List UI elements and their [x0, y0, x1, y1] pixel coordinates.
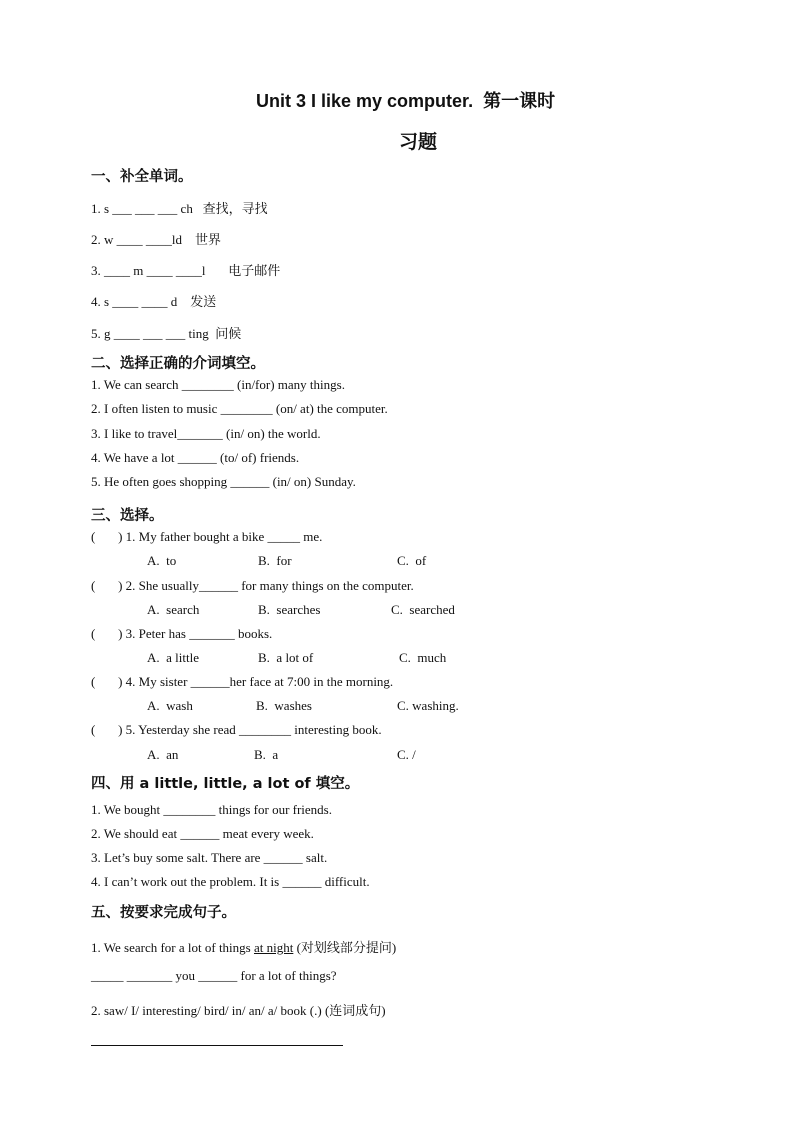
question-5-option-b: B. a — [254, 747, 279, 762]
section-2-item-4: 4. We have a lot ______ (to/ of) friends. — [91, 450, 300, 465]
question-4-option-a: A. wash — [147, 698, 193, 713]
question-1-option-a: A. to — [147, 553, 177, 568]
section-1-item-2: 2. w ____ ____ld 世界 — [91, 232, 222, 247]
question-3-option-a: A. a little — [147, 650, 199, 665]
question-3-option-c: C. much — [399, 650, 447, 665]
section-5-heading: 五、按要求完成句子。 — [91, 905, 236, 921]
question-2-option-a: A. search — [147, 602, 200, 617]
question-4-option-b: B. washes — [256, 698, 312, 713]
section-5-question-1-answer: _____ _______ you ______ for a lot of things? — [91, 968, 337, 983]
section-4-item-3: 3. Let’s buy some salt. There are ______ salt. — [91, 850, 328, 865]
section-5-question-2: 2. saw/ I/ interesting/ bird/ in/ an/ a/ book (.) (连词成句) — [91, 1003, 386, 1018]
section-4-heading: 四、用 a little, little, a lot of 填空。 — [91, 776, 360, 792]
section-2-item-5: 5. He often goes shopping ______ (in/ on) Sunday. — [91, 474, 356, 489]
question-5-stem: ( ) 5. Yesterday she read ________ interesting book. — [91, 722, 382, 737]
section-1-item-5: 5. g ____ ___ ___ ting 问候 — [91, 326, 242, 341]
question-3-option-b: B. a lot of — [258, 650, 314, 665]
question-4-option-c: C. washing. — [397, 698, 459, 713]
section-2-item-2: 2. I often listen to music ________ (on/ at) the computer. — [91, 401, 388, 416]
page-subtitle: 习题 — [399, 132, 438, 153]
section-1-item-1: 1. s ___ ___ ___ ch 查找，寻找 — [91, 201, 268, 216]
section-2-item-1: 1. We can search ________ (in/for) many things. — [91, 377, 345, 392]
question-1-prefix: 1. We search for a lot of things — [91, 940, 254, 955]
section-2-heading: 二、选择正确的介词填空。 — [91, 356, 265, 372]
question-2-option-c: C. searched — [391, 602, 455, 617]
question-3-stem: ( ) 3. Peter has _______ books. — [91, 626, 273, 641]
question-5-option-a: A. an — [147, 747, 179, 762]
question-1-underlined-phrase: at night — [253, 940, 294, 955]
question-5-option-c: C. / — [397, 747, 416, 762]
section-5-question-1 — [91, 937, 396, 956]
section-4-item-1: 1. We bought ________ things for our friends. — [91, 802, 332, 817]
section-3-heading: 三、选择。 — [91, 508, 164, 524]
question-4-stem: ( ) 4. My sister ______her face at 7:00 in the morning. — [91, 674, 394, 689]
question-1-stem: ( ) 1. My father bought a bike _____ me. — [91, 529, 323, 544]
section-1-item-4: 4. s ____ ____ d 发送 — [91, 294, 217, 309]
section-1-heading: 一、补全单词。 — [91, 169, 193, 185]
question-2-stem: ( ) 2. She usually______ for many things on the computer. — [91, 578, 414, 593]
section-1-item-3: 3. ____ m ____ ____l 电子邮件 — [91, 263, 281, 278]
question-1-option-c: C. of — [397, 553, 427, 568]
question-1-option-b: B. for — [258, 553, 292, 568]
section-2-item-3: 3. I like to travel_______ (in/ on) the world. — [91, 426, 321, 441]
question-2-option-b: B. searches — [258, 602, 321, 617]
answer-line — [91, 1045, 343, 1046]
question-1-suffix: (对划线部分提问) — [293, 940, 397, 955]
page-title: Unit 3 I like my computer. 第一课时 — [256, 91, 556, 111]
section-4-item-4: 4. I can’t work out the problem. It is ______ difficult. — [91, 874, 370, 889]
section-4-item-2: 2. We should eat ______ meat every week. — [91, 826, 314, 841]
